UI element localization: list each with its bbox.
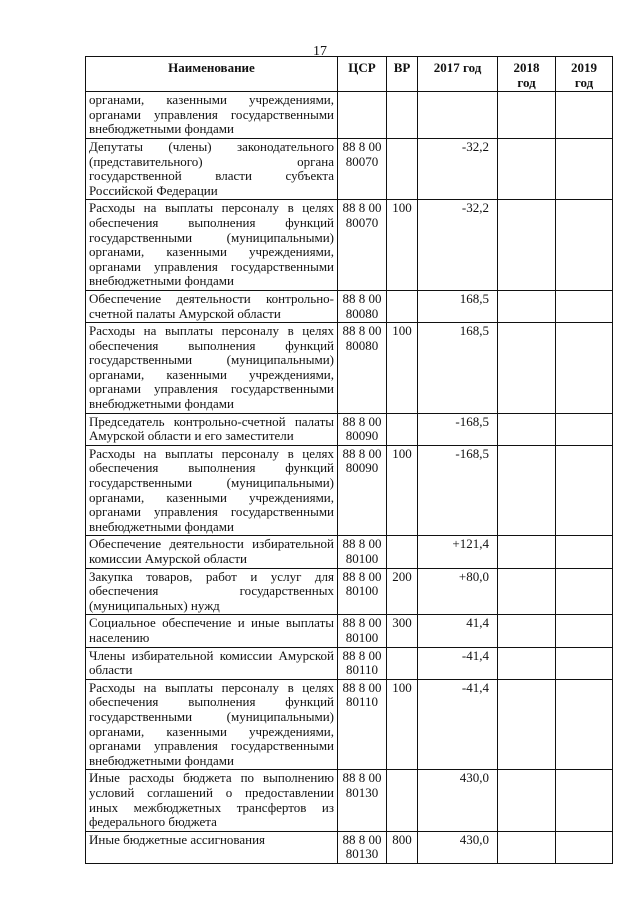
row-vr: 800 [387,831,418,863]
header-name: Наименование [86,57,338,92]
row-2018 [498,92,556,139]
row-csr-program: 88 8 00 [342,138,382,154]
table-row [86,413,613,445]
table-row [86,831,613,863]
row-2019 [556,138,613,199]
row-name: Председатель контрольно-счетной палаты Амурской области и его заместители [86,413,338,445]
table-row [86,647,613,679]
row-2018 [498,413,556,445]
row-name: Расходы на выплаты персоналу в целях обеспечения выполнения функций государственными (муниципальными) органами, казенными учреждениями, органами управления государственными внебюджетными фондами [86,323,338,414]
row-csr-program: 88 8 00 [342,679,382,695]
row-2017: 168,5 [418,323,498,414]
row-vr: 100 [387,323,418,414]
row-name: Расходы на выплаты персоналу в целях обеспечения выполнения функций государственными (муниципальными) органами, казенными учреждениями, органами управления государственными внебюджетными фондами [86,445,338,536]
row-2017: -168,5 [418,445,498,536]
row-csr [338,615,387,647]
row-csr-code: 80070 [345,153,379,169]
row-2019 [556,445,613,536]
row-name: Иные бюджетные ассигнования [86,831,338,863]
row-2018 [498,138,556,199]
row-csr [338,536,387,568]
row-2017: 168,5 [418,290,498,322]
header-2017: 2017 год [418,57,498,92]
row-csr-code: 80110 [345,662,379,678]
table-row [86,138,613,199]
row-vr [387,413,418,445]
row-2018 [498,647,556,679]
row-csr [338,679,387,770]
row-name: Закупка товаров, работ и услуг для обеспечения государственных (муниципальных) нужд [86,568,338,615]
row-csr-code: 80130 [345,784,379,800]
row-2017: -41,4 [418,679,498,770]
row-csr-code: 80100 [345,551,379,566]
row-csr-program: 88 8 00 [342,445,382,461]
row-csr-program: 88 8 00 [342,536,382,552]
row-csr-program: 88 8 00 [342,290,382,306]
row-2017: -32,2 [418,200,498,291]
row-2017: 430,0 [418,770,498,831]
row-name: органами, казенными учреждениями, органами управления государственными внебюджетными фондами [86,92,338,139]
row-2018 [498,615,556,647]
row-2019 [556,200,613,291]
row-2018 [498,323,556,414]
row-csr-program: 88 8 00 [342,615,382,631]
table-row [86,536,613,568]
row-vr: 100 [387,445,418,536]
row-name: Иные расходы бюджета по выполнению условий соглашений о предоставлении иных межбюджетных трансфертов из федерального бюджета [86,770,338,831]
row-2019 [556,92,613,139]
row-2018 [498,290,556,322]
table-row [86,770,613,831]
row-csr [338,831,387,863]
row-2017: 430,0 [418,831,498,863]
row-csr-program: 88 8 00 [342,200,382,216]
row-csr-program: 88 8 00 [342,323,382,339]
header-2018 [498,57,556,92]
row-2019 [556,679,613,770]
row-2018 [498,679,556,770]
row-vr [387,536,418,568]
row-vr: 100 [387,679,418,770]
row-2018 [498,445,556,536]
row-csr [338,413,387,445]
row-2019 [556,647,613,679]
row-csr-code: 80090 [345,460,379,476]
row-csr [338,323,387,414]
row-csr-program: 88 8 00 [342,413,382,429]
row-2018 [498,831,556,863]
header-2019-year: 2019 [571,60,597,75]
table-header-row [86,57,613,92]
row-2018 [498,568,556,615]
row-csr [338,770,387,831]
row-name: Члены избирательной комиссии Амурской области [86,647,338,679]
row-2019 [556,770,613,831]
row-2019 [556,568,613,615]
header-2019 [556,57,613,92]
row-2019 [556,536,613,568]
table-body [86,92,613,864]
row-name: Расходы на выплаты персоналу в целях обеспечения выполнения функций государственными (муниципальными) органами, казенными учреждениями, органами управления государственными внебюджетными фондами [86,200,338,291]
row-csr-code: 80100 [345,583,379,599]
row-vr [387,647,418,679]
row-vr: 200 [387,568,418,615]
row-2017: -168,5 [418,413,498,445]
row-vr: 100 [387,200,418,291]
row-csr [338,647,387,679]
table-row [86,290,613,322]
row-2017: -32,2 [418,138,498,199]
header-csr: ЦСР [338,57,387,92]
table-row [86,679,613,770]
page-number: 17 [313,44,327,59]
table-row [86,568,613,615]
row-csr-code: 80080 [345,337,379,353]
row-2017: 41,4 [418,615,498,647]
row-csr-code: 80110 [345,694,379,710]
row-name: Расходы на выплаты персоналу в целях обеспечения выполнения функций государственными (муниципальными) органами, казенными учреждениями, органами управления государственными внебюджетными фондами [86,679,338,770]
row-2017 [418,92,498,139]
row-csr-program: 88 8 00 [342,568,382,584]
row-csr [338,290,387,322]
row-2018 [498,770,556,831]
row-csr [338,445,387,536]
header-2019-word: год [574,74,594,90]
table-row [86,615,613,647]
row-2019 [556,413,613,445]
row-csr [338,92,387,139]
row-csr [338,568,387,615]
row-vr [387,290,418,322]
table-row [86,92,613,139]
row-csr-code: 80090 [345,428,379,444]
row-vr: 300 [387,615,418,647]
row-vr [387,92,418,139]
header-2018-word: год [517,74,536,90]
row-2018 [498,536,556,568]
row-csr [338,200,387,291]
row-2018 [498,200,556,291]
row-2017: -41,4 [418,647,498,679]
row-2019 [556,290,613,322]
row-name: Обеспечение деятельности контрольно-счетной палаты Амурской области [86,290,338,322]
table-row [86,200,613,291]
row-2019 [556,615,613,647]
row-csr-program: 88 8 00 [342,770,382,786]
row-name: Социальное обеспечение и иные выплаты населению [86,615,338,647]
header-2018-year: 2018 [513,60,540,75]
row-csr-code: 80100 [345,629,379,645]
row-2019 [556,831,613,863]
table-row [86,445,613,536]
row-2017: +80,0 [418,568,498,615]
row-2019 [556,323,613,414]
row-csr-program: 88 8 00 [342,831,382,847]
row-vr [387,138,418,199]
header-vr: ВР [387,57,418,92]
row-csr-code: 80130 [345,846,379,862]
row-name: Обеспечение деятельности избирательной комиссии Амурской области [86,536,338,568]
row-vr [387,770,418,831]
table-row [86,323,613,414]
row-name: Депутаты (члены) законодательного (представительного) органа государственной власти субъекта Российской Федерации [86,138,338,199]
row-csr-program: 88 8 00 [342,647,382,663]
row-csr-code: 80070 [345,214,379,230]
row-csr [338,138,387,199]
row-2017: +121,4 [418,536,498,568]
budget-table [85,56,613,864]
row-csr-code: 80080 [345,305,379,321]
